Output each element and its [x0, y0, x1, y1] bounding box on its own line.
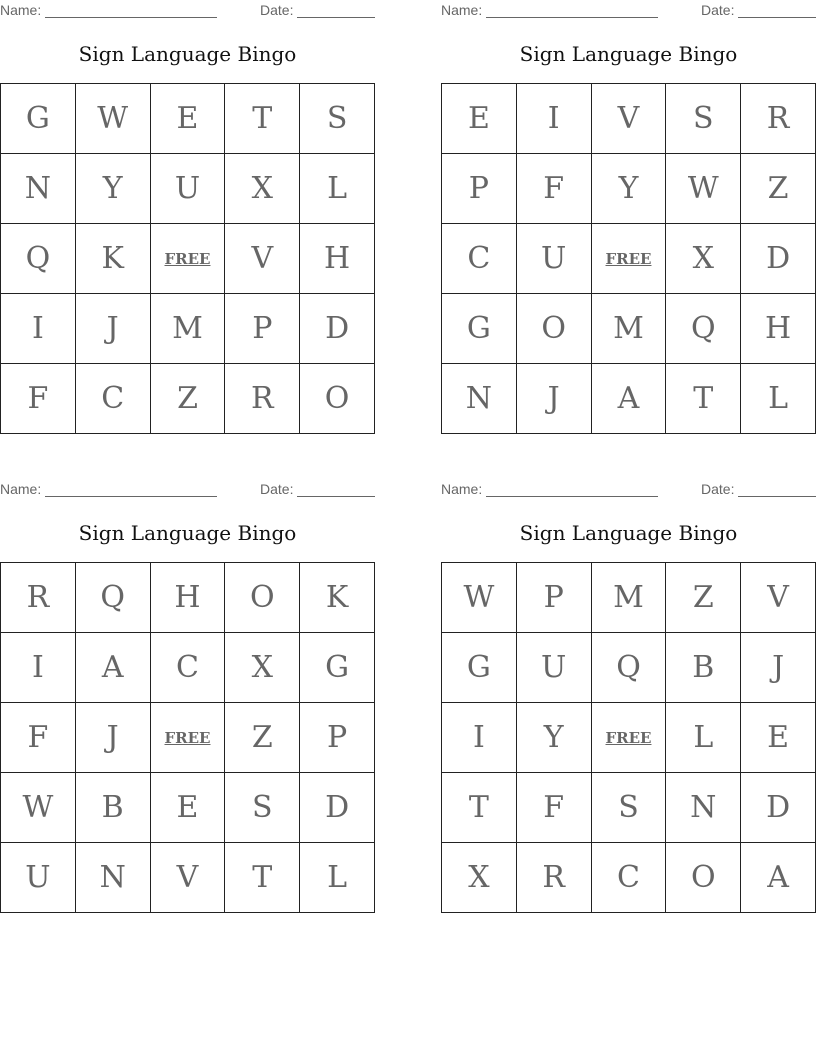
name-date-row — [0, 481, 375, 499]
cell-letter: Z — [251, 720, 273, 755]
bingo-cell — [741, 294, 816, 364]
bingo-cell — [517, 773, 592, 843]
bingo-cell — [1, 224, 76, 294]
cell-letter: F — [543, 171, 565, 206]
bingo-cell — [592, 843, 667, 913]
cell-letter: Q — [25, 241, 51, 276]
card-title: Sign Language Bingo — [78, 42, 297, 66]
bingo-cell — [517, 294, 592, 364]
bingo-cell — [666, 154, 741, 224]
bingo-cell — [517, 154, 592, 224]
bingo-cell — [592, 773, 667, 843]
cell-letter: O — [541, 311, 566, 346]
cell-letter: S — [326, 101, 348, 136]
bingo-cell — [442, 364, 517, 434]
cell-letter: S — [252, 790, 273, 825]
cell-letter: P — [252, 311, 273, 346]
cell-letter: M — [172, 311, 203, 346]
cell-letter: G — [466, 650, 491, 685]
cell-letter: U — [541, 650, 567, 685]
cell-letter: G — [466, 311, 491, 346]
bingo-cell — [300, 84, 375, 154]
cell-letter: C — [467, 241, 491, 276]
cell-letter: F — [27, 381, 49, 416]
bingo-cell — [741, 563, 816, 633]
bingo-cell — [741, 84, 816, 154]
cell-letter: N — [690, 790, 717, 825]
cell-letter: B — [101, 790, 124, 825]
bingo-cell — [741, 154, 816, 224]
cell-letter: X — [692, 241, 714, 276]
bingo-cell — [151, 773, 226, 843]
bingo-cell — [225, 703, 300, 773]
bingo-grid — [441, 83, 816, 434]
bingo-cell — [592, 364, 667, 434]
cell-letter: D — [325, 790, 350, 825]
bingo-cell — [225, 84, 300, 154]
cell-letter: H — [174, 580, 201, 615]
bingo-cell — [666, 633, 741, 703]
cell-letter: C — [176, 650, 199, 685]
bingo-cell — [1, 364, 76, 434]
bingo-grid — [0, 83, 375, 434]
cell-letter: C — [101, 381, 125, 416]
bingo-cell — [300, 843, 375, 913]
bingo-cell — [517, 563, 592, 633]
cell-letter: W — [22, 790, 54, 825]
name-blank-line — [486, 496, 658, 497]
cell-letter: D — [766, 790, 791, 825]
bingo-cell — [300, 703, 375, 773]
cell-letter: R — [542, 860, 565, 895]
cell-letter: X — [468, 860, 490, 895]
bingo-cell — [442, 84, 517, 154]
cell-letter: A — [617, 381, 640, 416]
cell-letter: L — [768, 381, 789, 416]
bingo-cell — [666, 563, 741, 633]
cell-letter: F — [543, 790, 565, 825]
bingo-cell — [76, 773, 151, 843]
cell-letter: U — [541, 241, 567, 276]
cell-letter: L — [327, 171, 348, 206]
card-title: Sign Language Bingo — [519, 521, 738, 545]
cell-letter: V — [767, 580, 789, 615]
cell-letter: O — [324, 381, 350, 416]
bingo-cell — [517, 843, 592, 913]
cell-letter: E — [767, 720, 790, 755]
cell-letter: R — [250, 381, 274, 416]
cell-letter: W — [687, 171, 719, 206]
cell-letter: I — [31, 650, 44, 685]
cell-letter: V — [176, 860, 199, 895]
bingo-cell — [1, 843, 76, 913]
bingo-cell — [741, 703, 816, 773]
cell-letter: R — [766, 101, 790, 136]
date-blank-line — [297, 496, 375, 497]
cell-letter: U — [25, 860, 51, 895]
bingo-grid — [0, 562, 375, 913]
bingo-cell — [300, 773, 375, 843]
cell-letter: S — [618, 790, 639, 825]
name-blank-line — [45, 496, 217, 497]
cell-letter: O — [690, 860, 716, 895]
bingo-cell — [592, 154, 667, 224]
cell-letter: Q — [690, 311, 716, 346]
cell-letter: A — [767, 860, 789, 895]
card-title: Sign Language Bingo — [519, 42, 738, 66]
bingo-cell — [225, 843, 300, 913]
bingo-cell — [225, 563, 300, 633]
date-label: Date: — [260, 481, 294, 497]
bingo-cell — [151, 364, 226, 434]
cell-letter: D — [766, 241, 791, 276]
cell-letter: G — [25, 101, 50, 136]
cell-letter: O — [249, 580, 275, 615]
cell-letter: E — [176, 790, 199, 825]
bingo-cell — [517, 703, 592, 773]
bingo-cell — [225, 773, 300, 843]
bingo-cell — [666, 294, 741, 364]
cell-letter: J — [106, 720, 119, 755]
free-space: FREE — [164, 728, 211, 747]
date-label: Date: — [701, 481, 735, 497]
cell-letter: T — [252, 860, 273, 895]
bingo-cell — [76, 703, 151, 773]
cell-letter: N — [24, 171, 52, 206]
name-label: Name: — [0, 481, 42, 497]
cell-letter: J — [106, 311, 119, 346]
date-label: Date: — [260, 2, 294, 18]
bingo-cell — [300, 563, 375, 633]
bingo-cell — [76, 84, 151, 154]
name-label: Name: — [441, 481, 483, 497]
bingo-cell — [76, 633, 151, 703]
bingo-cell — [76, 224, 151, 294]
bingo-cell — [442, 224, 517, 294]
bingo-cell — [442, 703, 517, 773]
bingo-cell — [151, 563, 226, 633]
cell-letter: T — [693, 381, 714, 416]
cell-letter: Z — [767, 171, 789, 206]
cell-letter: N — [99, 860, 126, 895]
bingo-cell — [666, 364, 741, 434]
cell-letter: T — [468, 790, 489, 825]
bingo-cell — [442, 773, 517, 843]
bingo-cell — [666, 843, 741, 913]
bingo-card — [441, 0, 816, 434]
bingo-cell — [442, 633, 517, 703]
cell-letter: L — [327, 860, 348, 895]
date-blank-line — [297, 17, 375, 18]
bingo-cell — [225, 294, 300, 364]
cell-letter: Q — [100, 580, 125, 615]
bingo-cell — [76, 563, 151, 633]
cell-letter: A — [101, 650, 124, 685]
name-date-row — [0, 2, 375, 20]
free-space: FREE — [164, 249, 211, 268]
bingo-cell — [1, 773, 76, 843]
cell-letter: G — [325, 650, 350, 685]
bingo-cell — [1, 154, 76, 224]
cell-letter: V — [617, 101, 640, 136]
date-label: Date: — [701, 2, 735, 18]
bingo-grid — [441, 562, 816, 913]
bingo-cell — [442, 563, 517, 633]
cell-letter: T — [252, 101, 273, 136]
bingo-cell — [592, 294, 667, 364]
bingo-cell — [442, 294, 517, 364]
cell-letter: X — [251, 650, 273, 685]
bingo-card — [441, 479, 816, 913]
cell-letter: Y — [102, 171, 123, 206]
cell-letter: Z — [177, 381, 198, 416]
bingo-cell — [300, 294, 375, 364]
cell-letter: D — [325, 311, 350, 346]
free-space: FREE — [605, 728, 652, 747]
bingo-cell — [1, 703, 76, 773]
bingo-cell — [592, 703, 667, 773]
cell-letter: N — [465, 381, 493, 416]
cell-letter: Y — [543, 720, 564, 755]
cell-letter: B — [692, 650, 715, 685]
bingo-cell — [76, 843, 151, 913]
cell-letter: W — [97, 101, 129, 136]
bingo-cell — [300, 154, 375, 224]
bingo-cell — [517, 84, 592, 154]
bingo-cell — [741, 773, 816, 843]
cell-letter: H — [324, 241, 351, 276]
bingo-cell — [442, 154, 517, 224]
name-label: Name: — [441, 2, 483, 18]
name-date-row — [441, 481, 816, 499]
name-label: Name: — [0, 2, 42, 18]
bingo-cell — [225, 154, 300, 224]
cell-letter: X — [251, 171, 273, 206]
bingo-cell — [741, 633, 816, 703]
cell-letter: I — [472, 720, 485, 755]
cell-letter: P — [327, 720, 348, 755]
card-title: Sign Language Bingo — [78, 521, 297, 545]
name-blank-line — [45, 17, 217, 18]
cell-letter: Q — [616, 650, 641, 685]
bingo-cell — [1, 633, 76, 703]
bingo-cell — [741, 364, 816, 434]
bingo-cell — [666, 773, 741, 843]
bingo-card — [0, 0, 375, 434]
bingo-cell — [151, 633, 226, 703]
cell-letter: F — [27, 720, 49, 755]
bingo-cell — [151, 224, 226, 294]
cell-letter: L — [693, 720, 714, 755]
bingo-cell — [517, 224, 592, 294]
cell-letter: U — [174, 171, 201, 206]
cell-letter: I — [31, 311, 44, 346]
cell-letter: E — [467, 101, 490, 136]
cell-letter: Z — [692, 580, 714, 615]
bingo-cell — [1, 294, 76, 364]
bingo-cell — [76, 154, 151, 224]
bingo-cell — [300, 633, 375, 703]
cell-letter: I — [547, 101, 560, 136]
cell-letter: J — [772, 650, 785, 685]
bingo-cell — [225, 633, 300, 703]
bingo-cell — [592, 633, 667, 703]
bingo-cell — [300, 224, 375, 294]
cell-letter: K — [325, 580, 349, 615]
bingo-cell — [592, 224, 667, 294]
bingo-cell — [151, 154, 226, 224]
cell-letter: S — [693, 101, 714, 136]
bingo-cell — [442, 843, 517, 913]
bingo-cell — [1, 84, 76, 154]
bingo-cell — [666, 84, 741, 154]
cell-letter: W — [463, 580, 495, 615]
bingo-cell — [225, 364, 300, 434]
bingo-cell — [592, 563, 667, 633]
date-blank-line — [738, 17, 816, 18]
bingo-cell — [300, 364, 375, 434]
cell-letter: J — [547, 381, 560, 416]
bingo-cell — [151, 84, 226, 154]
bingo-cell — [517, 364, 592, 434]
cell-letter: Y — [618, 171, 639, 206]
bingo-cell — [592, 84, 667, 154]
bingo-cell — [517, 633, 592, 703]
cell-letter: P — [468, 171, 489, 206]
name-blank-line — [486, 17, 658, 18]
bingo-cell — [151, 294, 226, 364]
bingo-cell — [151, 703, 226, 773]
cell-letter: M — [613, 580, 644, 615]
bingo-card — [0, 479, 375, 913]
bingo-cell — [151, 843, 226, 913]
bingo-cell — [76, 294, 151, 364]
bingo-cell — [666, 224, 741, 294]
bingo-cell — [76, 364, 151, 434]
cell-letter: H — [765, 311, 792, 346]
cell-letter: M — [613, 311, 644, 346]
bingo-cell — [1, 563, 76, 633]
bingo-cell — [741, 224, 816, 294]
name-date-row — [441, 2, 816, 20]
cell-letter: E — [176, 101, 199, 136]
cell-letter: P — [543, 580, 564, 615]
date-blank-line — [738, 496, 816, 497]
free-space: FREE — [605, 249, 652, 268]
cell-letter: R — [26, 580, 50, 615]
bingo-cell — [741, 843, 816, 913]
bingo-cell — [666, 703, 741, 773]
cell-letter: V — [251, 241, 274, 276]
cell-letter: K — [101, 241, 124, 276]
bingo-cell — [225, 224, 300, 294]
cell-letter: C — [617, 860, 640, 895]
